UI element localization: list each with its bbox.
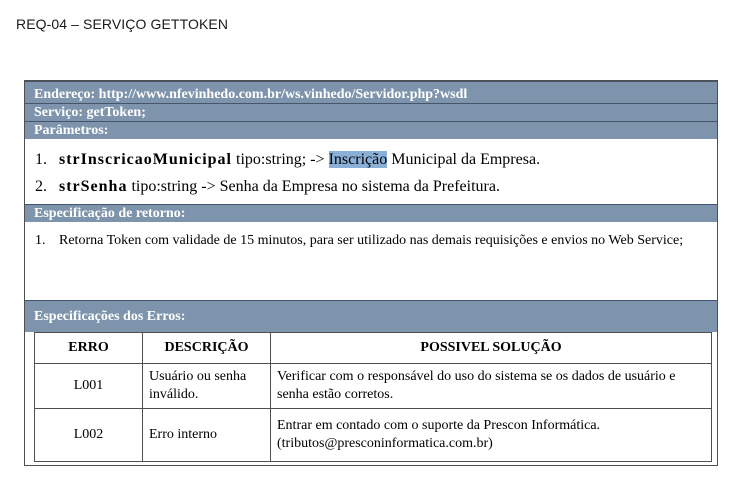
parametros-header: Parâmetros: [25,121,717,139]
param-number: 1. [35,151,47,168]
errors-table [34,332,712,462]
param-description: Municipal da Empresa. [387,151,541,168]
table-row [35,364,712,409]
erros-header: Especificações dos Erros: [25,300,717,332]
servico-header: Serviço: getToken; [25,103,717,121]
retorno-header: Especificação de retorno: [25,204,717,222]
param-type: tipo:string -> Senha da Empresa no sistema da Prefeitura. [127,178,500,195]
param-number: 2. [35,178,47,195]
error-description: Usuário ou senha inválido. [143,364,271,409]
param-name: strSenha [59,178,128,195]
column-header-solucao: POSSIVEL SOLUÇÃO [271,333,712,364]
param-type: tipo:string; -> [232,151,329,168]
column-header-erro: ERRO [35,333,143,364]
table-row [35,409,712,462]
error-solution: Entrar em contado com o suporte da Prescon Informática.(tributos@presconinformatica.com.br) [271,409,712,462]
error-solution: Verificar com o responsável do uso do sistema se os dados de usuário e senha estão corretos. [271,364,712,409]
error-description: Erro interno [143,409,271,462]
error-code: L001 [35,364,143,409]
retorno-text: Retorna Token com validade de 15 minutos, para ser utilizado nas demais requisições e envios no Web Service; [59,233,684,248]
retorno-item-1 [35,231,695,250]
param-item-1 [35,151,540,169]
section-title: REQ-04 – SERVIÇO GETTOKEN [16,16,229,32]
selected-text[interactable]: Inscrição [328,151,388,168]
endereco-header: Endereço: http://www.nfevinhedo.com.br/ws.vinhedo/Servidor.php?wsdl [25,81,717,103]
error-code: L002 [35,409,143,462]
retorno-number: 1. [35,233,46,248]
param-item-2 [35,178,500,196]
param-name: strInscricaoMunicipal [59,151,232,168]
service-spec-table [24,80,718,466]
column-header-descricao: DESCRIÇÃO [143,333,271,364]
errors-table-header-row [35,333,712,364]
